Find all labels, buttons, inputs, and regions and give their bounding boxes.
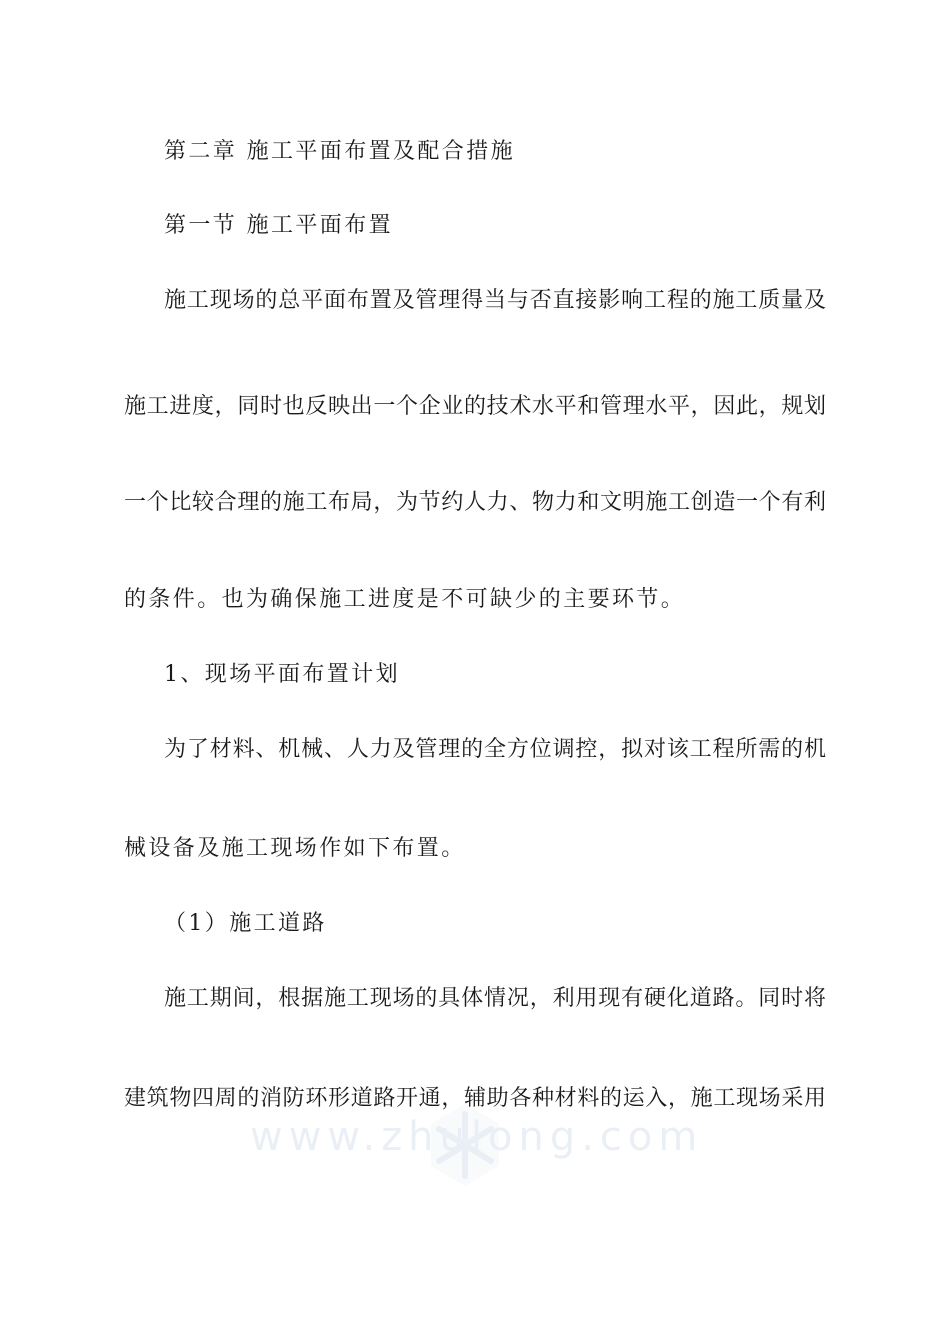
paragraph-line: 施工现场的总平面布置及管理得当与否直接影响工程的施工质量及 — [164, 288, 826, 313]
watermark — [250, 1100, 704, 1190]
paragraph-line: 施工期间，根据施工现场的具体情况，利用现有硬化道路。同时将 — [164, 986, 826, 1011]
sub-heading: （1）施工道路 — [164, 911, 327, 936]
paragraph-line: 的条件。也为确保施工进度是不可缺少的主要环节。 — [124, 587, 686, 612]
paragraph-line: 建筑物四周的消防环形道路开通，辅助各种材料的运入，施工现场采用 — [124, 1086, 826, 1111]
paragraph-line: 一个比较合理的施工布局，为节约人力、物力和文明施工创造一个有利 — [124, 490, 826, 515]
paragraph-line: 施工进度，同时也反映出一个企业的技术水平和管理水平，因此，规划 — [124, 394, 826, 419]
paragraph-line: 械设备及施工现场作如下布置。 — [124, 836, 466, 861]
chapter-heading: 第二章 施工平面布置及配合措施 — [164, 139, 515, 164]
item-heading: 1、现场平面布置计划 — [164, 662, 400, 687]
watermark-text: www.zhulong.com — [250, 1114, 704, 1160]
paragraph-line: 为了材料、机械、人力及管理的全方位调控，拟对该工程所需的机 — [164, 737, 826, 762]
section-heading: 第一节 施工平面布置 — [164, 213, 393, 238]
